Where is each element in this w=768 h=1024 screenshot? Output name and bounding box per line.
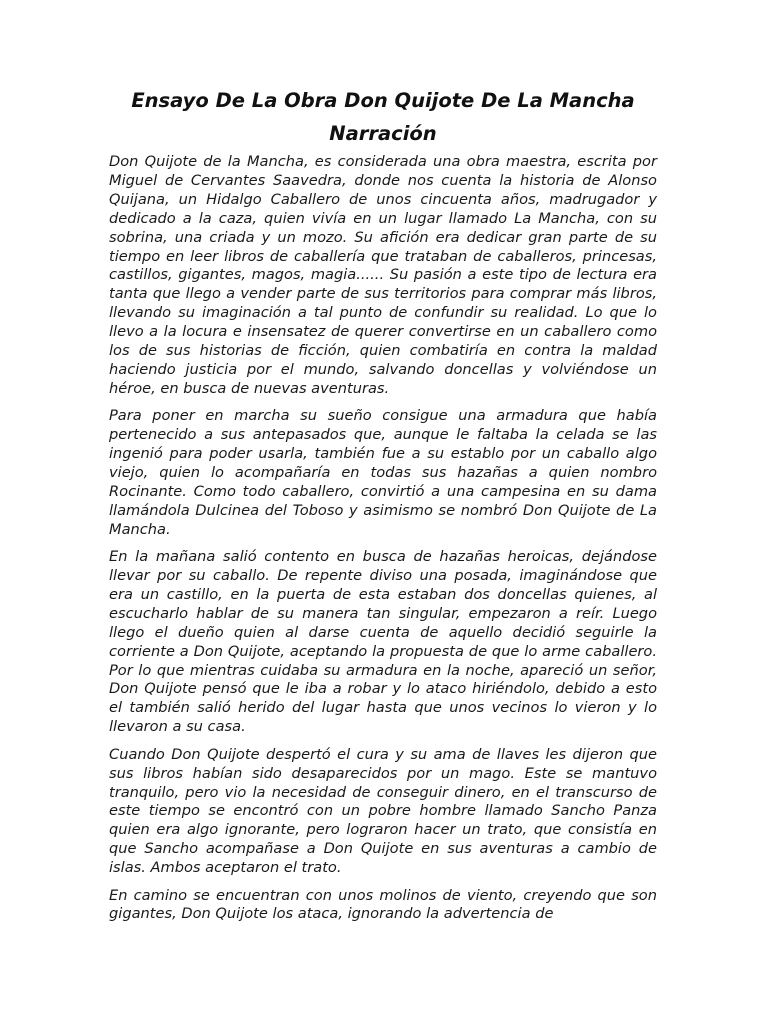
paragraph-3: En la mañana salió contento en busca de hazañas heroicas, dejándose llevar por su caballo. De repente diviso una posada, imaginándose que era un castillo, en la puerta de esta estaban dos doncellas quienes, al escucharlo hablar de su manera tan singular, empezaron a reír. Luego llego el dueño quien al darse cuenta de aquello decidió seguirle la corriente a Don Quijote, aceptando la propuesta de que lo arme caballero. Por lo que mientras cuidaba su armadura en la noche, apareció un señor, Don Quijote pensó que le iba a robar y lo ataco hiriéndolo, debido a esto el también salió herido del lugar hasta que unos vecinos lo vieron y lo llevaron a su casa. — [109, 548, 657, 736]
paragraph-5: En camino se encuentran con unos molinos de viento, creyendo que son gigantes, Don Quijote los ataca, ignorando la advertencia de — [109, 886, 657, 923]
paragraph-1: Don Quijote de la Mancha, es considerada una obra maestra, escrita por Miguel de Cervantes Saavedra, donde nos cuenta la historia de Alonso Quijana, un Hidalgo Caballero de unos cincuenta años, madrugador y dedicado a la caza, quien vivía en un lugar llamado La Mancha, con su sobrina, una criada y un mozo. Su afición era dedicar gran parte de su tiempo en leer libros de caballería que trataban de caballeros, princesas, castillos, gigantes, magos, magia...... Su pasión a este tipo de lectura era tanta que llego a vender parte de sus territorios para comprar más libros, llevando su imaginación a tal punto de confundir su realidad. Lo que lo llevo a la locura e insensatez de querer convertirse en un caballero como los de sus historias de ficción, quien combatiría en contra la maldad haciendo justicia por el mundo, salvando doncellas y volviéndose un héroe, en busca de nuevas aventuras. — [109, 153, 657, 397]
document-title: Ensayo De La Obra Don Quijote De La Mancha — [131, 89, 635, 112]
document-page — [109, 84, 657, 933]
paragraph-4: Cuando Don Quijote despertó el cura y su ama de llaves les dijeron que sus libros habían sido desaparecidos por un mago. Este se mantuvo tranquilo, pero vio la necesidad de conseguir dinero, en el transcurso de este tiempo se encontró con un pobre hombre llamado Sancho Panza quien era algo ignorante, pero lograron hacer un trato, que consistía en que Sancho acompañase a Don Quijote en sus aventuras a cambio de islas. Ambos aceptaron el trato. — [109, 745, 657, 877]
paragraph-2: Para poner en marcha su sueño consigue una armadura que había pertenecido a sus antepasados que, aunque le faltaba la celada se las ingenió para poder usarla, también fue a su establo por un caballo algo viejo, quien lo acompañaría en todas sus hazañas a quien nombro Rocinante. Como todo caballero, convirtió a una campesina en su dama llamándola Dulcinea del Toboso y asimismo se nombró Don Quijote de La Mancha. — [109, 407, 657, 538]
document-subtitle: Narración — [329, 122, 437, 145]
